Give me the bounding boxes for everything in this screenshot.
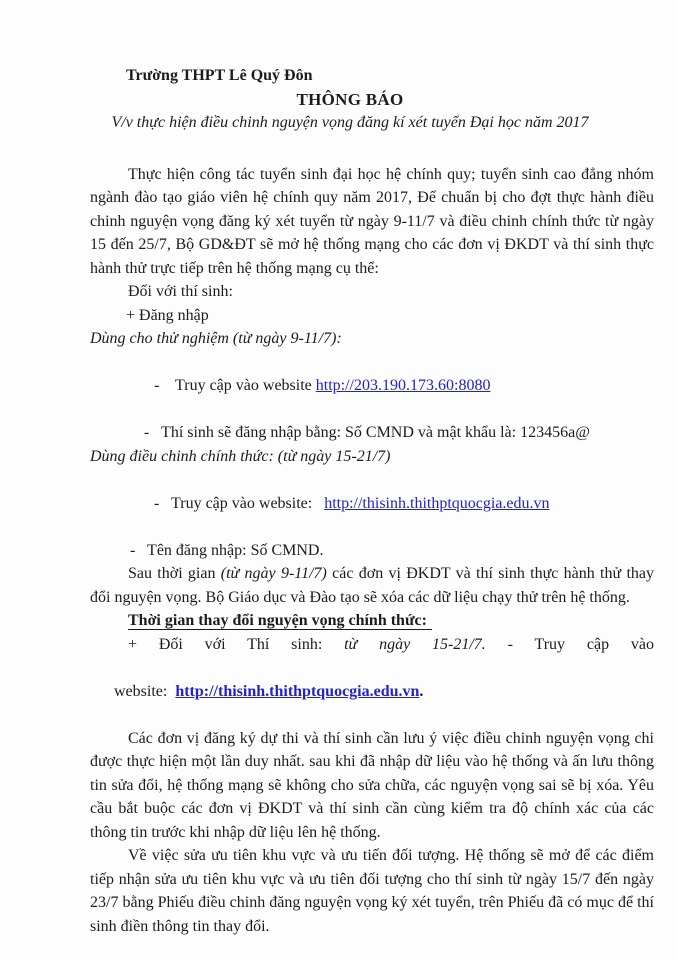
school-name: Trường THPT Lê Quý Đôn xyxy=(126,67,313,84)
trial-bullet-text: - Truy cập vào website xyxy=(154,377,316,394)
official-bullet-login: - Tên đăng nhập: Số CMND. xyxy=(130,541,324,559)
website-line xyxy=(90,656,654,727)
trial-website-link[interactable]: http://203.190.173.60:8080 xyxy=(315,377,491,394)
document-header xyxy=(90,64,610,135)
official-section-heading: Dùng điều chinh chính thức: (từ ngày 15-21/7) xyxy=(90,447,391,465)
p2-segment: các đơn vị ĐKDT và thí sinh thực hành thử thay đổi nguyện vọng. Bộ Giáo dục và Đào tạo sẽ xóa các dữ liệu chạy thử trên hệ thống. xyxy=(90,565,655,606)
p2-segment: Sau thời gian xyxy=(128,565,221,582)
p3-date-range: từ ngày 15-21/7. xyxy=(344,635,486,653)
paragraph-after-trial xyxy=(90,562,654,609)
schedule-heading-line xyxy=(90,609,654,633)
doc-subtitle: V/v thực hiện điều chinh nguyện vọng đăng kí xét tuyển Đại học năm 2017 xyxy=(111,114,589,131)
p3-segment: - Truy cập vào xyxy=(485,635,654,653)
official-bullet-website xyxy=(90,468,654,539)
p3-segment: + Đối với Thí sinh: xyxy=(128,635,345,653)
line-doi-voi-thi-sinh: Đối với thí sinh: xyxy=(128,283,233,300)
official-website-link[interactable]: http://thisinh.thithptquocgia.edu.vn xyxy=(324,494,550,512)
trial-section-heading: Dùng cho thử nghiệm (từ ngày 9-11/7): xyxy=(90,330,342,347)
official-site-link-bold[interactable]: http://thisinh.thithptquocgia.edu.vn xyxy=(175,682,420,700)
official-bullet-text: - Truy cập vào website: xyxy=(154,494,325,512)
doc-title: THÔNG BÁO xyxy=(296,89,404,109)
paragraph-intro: Thực hiện công tác tuyển sinh đại học hệ chính quy; tuyển sinh cao đẳng nhóm ngành đào tạo giáo viên hệ chính quy năm 2017, Để chuẩn bị cho đợt thực hành điều chinh nguyện vọng đăng ký xét tuyển từ ngày 9-11/7 và điều chinh chính thức từ ngày 15 đến 25/7, Bộ GD&ĐT sẽ mở hệ thống mạng cho các đơn vị ĐKDT và thí sinh thực hành thử trực tiếp trên hệ thống mạng cụ thể: xyxy=(90,165,654,277)
paragraph-warning: Các đơn vị đăng ký dự thi và thí sinh cần lưu ý việc điều chinh nguyện vọng chi được thực hiện một lần duy nhất. sau khi đã nhập dữ liệu vào hệ thống và ấn lưu thông tin sửa đổi, hệ thống mạng sẽ không cho sửa chữa, các nguyện vọng sai sẽ bị xóa. Yêu cầu bắt buộc các đơn vị ĐKDT và thí sinh cần cùng kiểm tra độ chính xác của các thông tin trước khi nhập dữ liệu lên hệ thống. xyxy=(90,729,654,841)
website-line-period: . xyxy=(419,682,424,700)
line-dang-nhap: + Đăng nhập xyxy=(126,306,209,324)
website-label: website: xyxy=(114,682,176,700)
schedule-detail-line xyxy=(90,633,654,657)
schedule-heading: Thời gian thay đổi nguyện vọng chính thức: xyxy=(128,612,432,630)
p2-date-range: (từ ngày 9-11/7) xyxy=(220,565,327,582)
trial-bullet-website xyxy=(90,351,654,422)
trial-bullet-login: - Thí sinh sẽ đăng nhập bằng: Số CMND và mật khẩu là: 123456a@ xyxy=(144,424,590,441)
paragraph-priority: Về việc sửa ưu tiên khu vực và ưu tiến đối tượng. Hệ thống sẽ mở để các điểm tiếp nhận sửa ưu tiên khu vực và ưu tiên đối tượng cho thí sinh từ ngày 15/7 đến ngày 23/7 bằng Phiếu điều chinh đăng nguyện vọng ký xét tuyển, trên Phiếu đã có mục để thí sinh điền thông tin thay đổi. xyxy=(90,847,654,935)
